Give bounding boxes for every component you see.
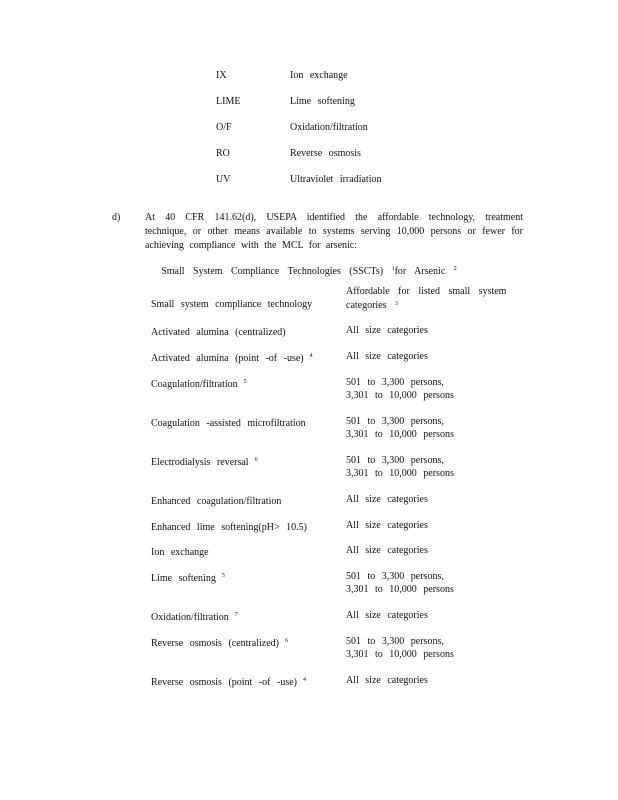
size-line-1: 501 to 3,300 persons,	[346, 455, 444, 466]
technology-footnote: 7	[234, 612, 238, 618]
size-category	[346, 519, 428, 532]
abbreviation-definition: Ion exchange	[290, 70, 348, 81]
technology-name	[151, 493, 287, 508]
technology-label: Enhanced coagulation/filtration	[151, 496, 282, 507]
size-category	[346, 415, 454, 441]
technology-name	[151, 635, 288, 650]
paragraph-label: d)	[112, 212, 121, 223]
technology-footnote: 4	[302, 677, 306, 683]
technology-label: Coagulation -assisted microfiltration	[151, 418, 306, 429]
size-line-1: All size categories	[346, 545, 428, 556]
size-line-1: 501 to 3,300 persons,	[346, 571, 444, 582]
abbreviation-definition: Reverse osmosis	[290, 148, 361, 159]
size-line-1: All size categories	[346, 325, 428, 336]
technology-name	[151, 376, 247, 391]
technology-footnote: 4	[309, 353, 313, 359]
technology-name	[151, 674, 306, 689]
size-line-2: 3,301 to 10,000 persons	[346, 429, 454, 440]
size-line-1: All size categories	[346, 675, 428, 686]
technology-label: Ion exchange	[151, 547, 209, 558]
abbreviation-code: O/F	[216, 122, 232, 133]
size-category	[346, 376, 454, 402]
size-line-2: 3,301 to 10,000 persons	[346, 649, 454, 660]
technology-label: Reverse osmosis (point -of -use)	[151, 677, 297, 688]
technology-footnote: 6	[284, 638, 288, 644]
technology-label: Activated alumina (centralized)	[151, 327, 286, 338]
technology-name	[151, 324, 292, 339]
column-header-size	[346, 285, 516, 312]
abbreviation-definition: Lime softening	[290, 96, 355, 107]
technology-name	[151, 609, 238, 624]
technology-name	[151, 454, 258, 469]
size-line-1: All size categories	[346, 494, 428, 505]
technology-footnote: 6	[254, 457, 258, 463]
technology-label: Activated alumina (point -of -use)	[151, 353, 304, 364]
size-category	[346, 493, 428, 506]
technology-label: Lime softening	[151, 573, 216, 584]
paragraph-text: At 40 CFR 141.62(d), USEPA identified the affordable technology, treatment technique, or other means available to systems serving 10,000 persons or fewer for achieving compliance with the MCL for arsenic:	[145, 212, 523, 251]
technology-name	[151, 415, 312, 430]
column-header-technology: Small system compliance technology	[151, 299, 313, 310]
table-title-suffix: for Arsenic	[394, 266, 446, 277]
technology-name	[151, 570, 225, 585]
technology-name	[151, 519, 313, 534]
size-line-1: 501 to 3,300 persons,	[346, 416, 444, 427]
size-category	[346, 674, 428, 687]
size-line-2: 3,301 to 10,000 persons	[346, 468, 454, 479]
table-title-footnote: 1	[391, 266, 395, 272]
size-category	[346, 609, 428, 622]
abbreviation-definition: Oxidation/filtration	[290, 122, 368, 133]
technology-footnote: 5	[243, 379, 247, 385]
size-category	[346, 570, 454, 596]
technology-name	[151, 544, 215, 559]
size-line-1: All size categories	[346, 520, 428, 531]
technology-label: Electrodialysis reversal	[151, 457, 249, 468]
technology-label: Enhanced lime softening(pH> 10.5)	[151, 522, 307, 533]
column-header-size-text: Affordable for listed small system categories	[346, 286, 507, 311]
technology-label: Coagulation/filtration	[151, 379, 238, 390]
technology-name	[151, 350, 313, 365]
size-line-1: All size categories	[346, 610, 428, 621]
size-category	[346, 350, 428, 363]
size-category	[346, 544, 428, 557]
size-category	[346, 324, 428, 337]
technology-label: Reverse osmosis (centralized)	[151, 638, 279, 649]
size-category	[346, 635, 454, 661]
size-line-1: All size categories	[346, 351, 428, 362]
technology-footnote: 5	[221, 573, 225, 579]
abbreviation-code: LIME	[216, 96, 241, 107]
size-line-2: 3,301 to 10,000 persons	[346, 584, 454, 595]
abbreviation-code: IX	[216, 70, 227, 81]
abbreviation-code: RO	[216, 148, 230, 159]
abbreviation-code: UV	[216, 174, 231, 185]
size-line-1: 501 to 3,300 persons,	[346, 377, 444, 388]
technology-label: Oxidation/filtration	[151, 612, 229, 623]
table-title	[0, 263, 618, 278]
table-title-text: Small System Compliance Technologies (SSCTs)	[161, 266, 384, 277]
size-line-1: 501 to 3,300 persons,	[346, 636, 444, 647]
table-title-footnote: 2	[453, 266, 457, 272]
column-header-footnote: 3	[395, 301, 399, 307]
size-category	[346, 454, 454, 480]
size-line-2: 3,301 to 10,000 persons	[346, 390, 454, 401]
abbreviation-definition: Ultraviolet irradiation	[290, 174, 382, 185]
